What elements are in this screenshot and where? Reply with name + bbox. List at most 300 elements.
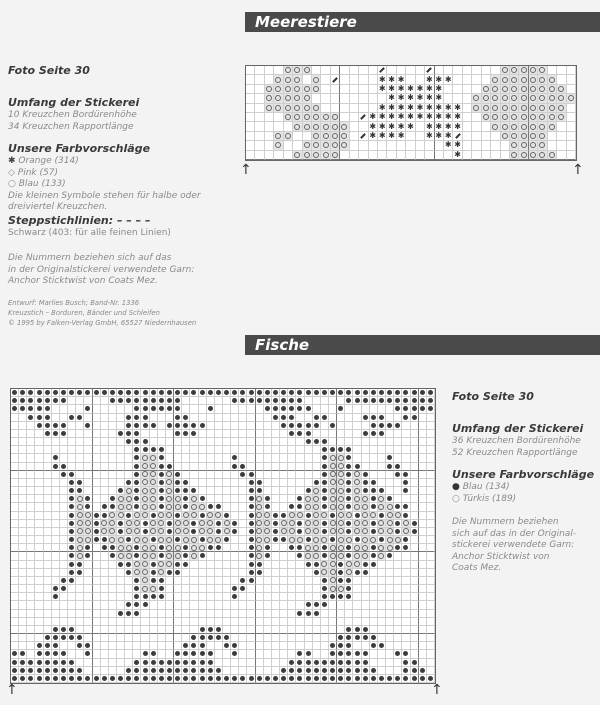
circle-icon (330, 479, 336, 485)
stitch-cell (411, 389, 419, 397)
stitch-cell (190, 414, 198, 422)
filled-dot-icon (338, 570, 343, 575)
stitch-cell (362, 601, 370, 609)
filled-dot-icon (53, 651, 58, 656)
filled-dot-icon (143, 439, 148, 444)
circle-icon (521, 86, 527, 92)
star-icon: ✱ (435, 121, 443, 131)
stitch-cell (394, 659, 402, 667)
stitch-cell (174, 593, 182, 601)
circle-icon (166, 471, 172, 477)
filled-dot-icon (297, 660, 302, 665)
stitch-cell (501, 94, 510, 103)
stitch-cell (247, 495, 255, 503)
stitch-cell (272, 601, 280, 609)
stitch-cell (93, 512, 101, 520)
filled-dot-icon (240, 586, 245, 591)
circle-icon (313, 512, 319, 518)
stitch-cell (223, 650, 231, 658)
stitch-cell (101, 634, 109, 642)
stitch-cell (402, 495, 410, 503)
filled-dot-icon (232, 464, 237, 469)
circle-icon (332, 133, 338, 139)
stitch-cell (394, 618, 402, 626)
stitch-cell (406, 113, 415, 122)
stitch-cell (337, 520, 345, 528)
filled-dot-icon (387, 553, 392, 558)
stitch-cell (264, 405, 272, 413)
filled-dot-icon (175, 513, 180, 518)
stitch-cell (239, 405, 247, 413)
stitch-cell (52, 642, 60, 650)
stitch-cell (133, 495, 141, 503)
stitch-cell (529, 85, 538, 94)
filled-dot-icon (330, 594, 335, 599)
filled-dot-icon (346, 521, 351, 526)
stitch-cell (84, 471, 92, 479)
filled-dot-icon (306, 676, 311, 681)
filled-dot-icon (314, 602, 319, 607)
stitch-cell (256, 610, 264, 618)
circle-icon (502, 67, 508, 73)
stitch-cell (247, 520, 255, 528)
stitch-cell (109, 626, 117, 634)
stitch-cell (280, 414, 288, 422)
stitch-cell (329, 422, 337, 430)
filled-dot-icon (273, 398, 278, 403)
stitch-cell (378, 132, 387, 141)
circle-icon (150, 463, 156, 469)
stitch-cell (109, 520, 117, 528)
stitch-cell (101, 389, 109, 397)
stitch-cell (150, 675, 158, 683)
filled-dot-icon (77, 415, 82, 420)
filled-dot-icon (403, 472, 408, 477)
section-title: Meerestiere (255, 13, 357, 31)
stitch-cell (255, 141, 264, 150)
star-icon: ✱ (435, 74, 443, 84)
stitch-cell (272, 487, 280, 495)
stitch-cell (60, 618, 68, 626)
stitch-cell (35, 471, 43, 479)
stitch-cell (394, 397, 402, 405)
stitch-cell (472, 85, 481, 94)
stitch-cell (394, 520, 402, 528)
stitch-cell (353, 422, 361, 430)
stitch-cell (378, 561, 386, 569)
filled-dot-icon (94, 521, 99, 526)
stitch-cell (419, 585, 427, 593)
stitch-cell (321, 75, 330, 84)
stitch-cell (101, 544, 109, 552)
stitch-cell (247, 422, 255, 430)
circle-icon (118, 512, 124, 518)
stitch-cell (419, 446, 427, 454)
circle-icon (183, 537, 189, 543)
stitch-cell (44, 667, 52, 675)
stitch-cell (369, 141, 378, 150)
stitch-cell (11, 487, 19, 495)
circle-icon (387, 512, 393, 518)
stitch-cell (264, 495, 272, 503)
stitch-cell (190, 634, 198, 642)
circle-icon (502, 86, 508, 92)
circle-icon (321, 512, 327, 518)
filled-dot-icon (77, 570, 82, 575)
filled-dot-icon (167, 521, 172, 526)
filled-dot-icon (183, 496, 188, 501)
stitch-cell (11, 659, 19, 667)
filled-dot-icon (37, 676, 42, 681)
filled-dot-icon (69, 513, 74, 518)
stitch-cell (19, 626, 27, 634)
stitch-cell (166, 503, 174, 511)
stitch-cell (411, 397, 419, 405)
stitch-cell (174, 544, 182, 552)
stitch-cell (419, 626, 427, 634)
filled-dot-icon (61, 668, 66, 673)
stitch-cell (427, 642, 435, 650)
stitch-cell (362, 471, 370, 479)
filled-dot-icon (69, 635, 74, 640)
stitch-cell (117, 577, 125, 585)
stitch-cell (312, 85, 321, 94)
stitch-cell (11, 626, 19, 634)
stitch-cell (35, 479, 43, 487)
stitch-cell (239, 577, 247, 585)
stitch-cell (141, 471, 149, 479)
filled-dot-icon (322, 472, 327, 477)
circle-icon (158, 520, 164, 526)
filled-dot-icon (371, 521, 376, 526)
stitch-cell (158, 675, 166, 683)
stitch-cell (35, 446, 43, 454)
circle-icon (502, 95, 508, 101)
stitch-cell (337, 495, 345, 503)
stitch-cell (125, 585, 133, 593)
filled-dot-icon (53, 627, 58, 632)
filled-dot-icon (363, 472, 368, 477)
stitch-cell (68, 667, 76, 675)
stitch-cell (44, 552, 52, 560)
stitch-cell (207, 675, 215, 683)
circle-icon (330, 577, 336, 583)
stitch-cell (117, 626, 125, 634)
filled-dot-icon (118, 521, 123, 526)
stitch-cell (345, 479, 353, 487)
stitch-cell (101, 512, 109, 520)
filled-dot-icon (265, 553, 270, 558)
star-icon: ✱ (378, 102, 386, 112)
filled-dot-icon (53, 586, 58, 591)
star-icon: ✱ (378, 74, 386, 84)
filled-dot-icon (134, 594, 139, 599)
stitch-cell (93, 438, 101, 446)
stitch-cell (557, 85, 566, 94)
circle-icon (354, 520, 360, 526)
circle-icon (341, 133, 347, 139)
stitch-cell (370, 463, 378, 471)
stitch-cell (166, 446, 174, 454)
stitch-cell (35, 495, 43, 503)
filled-dot-icon (37, 660, 42, 665)
stitch-cell (11, 536, 19, 544)
stitch-cell (125, 634, 133, 642)
stitch-cell (52, 454, 60, 462)
stitch-cell (280, 577, 288, 585)
stitch-cell (264, 454, 272, 462)
stitch-cell (329, 610, 337, 618)
stitch-cell (280, 593, 288, 601)
stitch-cell (182, 405, 190, 413)
stitch-cell (340, 151, 349, 160)
stitch-cell (369, 132, 378, 141)
stitch-cell (313, 610, 321, 618)
stitch-cell (207, 667, 215, 675)
stitch-cell (60, 601, 68, 609)
stitch-cell (293, 122, 302, 131)
stitch-cell (52, 414, 60, 422)
stitch-cell (117, 520, 125, 528)
stitch-cell (296, 422, 304, 430)
stitch-cell (340, 122, 349, 131)
stitch-cell (370, 577, 378, 585)
filled-dot-icon (265, 398, 270, 403)
circle-icon (539, 67, 545, 73)
stitch-cell (256, 397, 264, 405)
stitch-cell (397, 141, 406, 150)
stitch-cell (109, 585, 117, 593)
stitch-cell (207, 405, 215, 413)
stitch-cell (419, 634, 427, 642)
stitch-cell (231, 463, 239, 471)
filled-dot-icon (249, 529, 254, 534)
stitch-cell (340, 85, 349, 94)
stitch-cell (435, 141, 444, 150)
circle-icon (313, 504, 319, 510)
stitch-cell (35, 397, 43, 405)
stitch-cell (402, 618, 410, 626)
stitch-cell (345, 471, 353, 479)
filled-dot-icon (175, 431, 180, 436)
stitch-cell (223, 642, 231, 650)
stitch-cell (419, 520, 427, 528)
circle-icon (530, 133, 536, 139)
stitch-cell (27, 503, 35, 511)
stitch-cell (378, 667, 386, 675)
stitch-cell (538, 132, 547, 141)
stitch-cell (207, 634, 215, 642)
filled-dot-icon (322, 660, 327, 665)
stitch-cell (296, 561, 304, 569)
stitch-cell (35, 463, 43, 471)
stitch-cell (93, 667, 101, 675)
stitch-cell (150, 634, 158, 642)
stitch-cell (27, 650, 35, 658)
stitch-cell (419, 544, 427, 552)
filled-dot-icon (208, 545, 213, 550)
stitch-cell (109, 601, 117, 609)
stitch-cell (329, 667, 337, 675)
filled-dot-icon (126, 431, 131, 436)
section-banner-meerestiere (245, 12, 600, 32)
stitch-cell (109, 495, 117, 503)
filled-dot-icon (216, 668, 221, 673)
filled-dot-icon (175, 406, 180, 411)
circle-icon (256, 496, 262, 502)
stitch-cell (133, 446, 141, 454)
stitch-cell (101, 479, 109, 487)
stitch-cell (370, 650, 378, 658)
stitch-cell (272, 495, 280, 503)
stitch-cell (247, 569, 255, 577)
stitch-cell (35, 585, 43, 593)
stitch-cell (288, 642, 296, 650)
stitch-cell (52, 610, 60, 618)
stitch-cell (362, 503, 370, 511)
stitch-cell (265, 122, 274, 131)
stitch-cell (419, 503, 427, 511)
symbol-hint: Die kleinen Symbole stehen für halbe oder dreiviertel Kreuzchen. (8, 190, 201, 212)
circle-icon (330, 545, 336, 551)
circle-icon (521, 77, 527, 83)
stitch-cell (182, 585, 190, 593)
stitch-cell (411, 503, 419, 511)
circle-icon (313, 528, 319, 534)
stitch-cell (353, 618, 361, 626)
stitch-cell (329, 471, 337, 479)
circle-icon (387, 520, 393, 526)
stitch-cell (27, 446, 35, 454)
stitch-cell (247, 479, 255, 487)
stitch-cell (19, 650, 27, 658)
stitch-cell (76, 512, 84, 520)
stitch-cell (288, 397, 296, 405)
filled-dot-icon (126, 439, 131, 444)
stitch-cell (256, 618, 264, 626)
stitch-cell (239, 446, 247, 454)
circle-icon (511, 114, 517, 120)
stitch-cell (350, 113, 359, 122)
filled-dot-icon (69, 668, 74, 673)
stitch-cell (264, 438, 272, 446)
stitch-cell (166, 626, 174, 634)
filled-dot-icon (12, 406, 17, 411)
stitch-cell (133, 618, 141, 626)
stitch-cell (11, 569, 19, 577)
circle-icon (289, 528, 295, 534)
stitch-cell (93, 577, 101, 585)
stitch-cell (19, 528, 27, 536)
stitch-cell (313, 569, 321, 577)
stitch-cell (44, 479, 52, 487)
filled-dot-icon (61, 423, 66, 428)
filled-dot-icon (151, 570, 156, 575)
stitch-cell (158, 577, 166, 585)
stitch-cell (231, 503, 239, 511)
stitch-cell (362, 430, 370, 438)
star-icon: ✱ (407, 102, 414, 112)
circle-icon (85, 537, 91, 543)
stitch-cell (223, 569, 231, 577)
stitch-cell (519, 85, 528, 94)
filled-dot-icon (143, 447, 148, 452)
stitch-cell (386, 397, 394, 405)
stitch-cell (166, 610, 174, 618)
filled-dot-icon (403, 676, 408, 681)
stitch-cell (557, 104, 566, 113)
circle-icon (530, 67, 536, 73)
filled-dot-icon (232, 643, 237, 648)
filled-dot-icon (69, 660, 74, 665)
stitch-cell (337, 503, 345, 511)
star-icon: ✱ (416, 93, 424, 103)
circle-icon (354, 496, 360, 502)
stitch-cell (35, 561, 43, 569)
stitch-cell (199, 503, 207, 511)
stitch-cell (68, 544, 76, 552)
stitch-cell (141, 536, 149, 544)
stitch-cell (362, 512, 370, 520)
circle-icon (313, 545, 319, 551)
stitch-cell (402, 454, 410, 462)
filled-dot-icon (200, 668, 205, 673)
stitch-cell (296, 667, 304, 675)
filled-dot-icon (208, 406, 213, 411)
stitch-cell (303, 104, 312, 113)
filled-dot-icon (191, 521, 196, 526)
stitch-cell (345, 585, 353, 593)
filled-dot-icon (224, 537, 229, 542)
filled-dot-icon (306, 651, 311, 656)
stitch-cell (378, 151, 387, 160)
stitch-cell (296, 626, 304, 634)
circle-icon (289, 512, 295, 518)
stitch-cell (84, 561, 92, 569)
stitch-cell (27, 626, 35, 634)
circle-icon (362, 553, 368, 559)
filled-dot-icon (69, 545, 74, 550)
filled-dot-icon (151, 651, 156, 656)
stitch-cell (247, 389, 255, 397)
stitch-cell (158, 487, 166, 495)
stitch-cell (427, 389, 435, 397)
stitch-cell (378, 544, 386, 552)
stitch-cell (296, 503, 304, 511)
filled-dot-icon (12, 390, 17, 395)
stitch-cell (482, 151, 491, 160)
circle-icon (109, 537, 115, 543)
stitch-cell (419, 454, 427, 462)
star-icon: ✱ (369, 112, 377, 122)
stitch-cell (370, 593, 378, 601)
circle-icon (502, 124, 508, 130)
filled-dot-icon (297, 496, 302, 501)
filled-dot-icon (134, 602, 139, 607)
stitch-cell (101, 650, 109, 658)
filled-dot-icon (85, 504, 90, 509)
stitch-cell (101, 626, 109, 634)
filled-dot-icon (265, 406, 270, 411)
stitch-cell (519, 132, 528, 141)
filled-dot-icon (94, 390, 99, 395)
stitch-cell (231, 438, 239, 446)
stitch-cell (76, 585, 84, 593)
stitch-cell (44, 536, 52, 544)
stitch-cell (386, 503, 394, 511)
stitch-cell (182, 569, 190, 577)
circle-icon (502, 77, 508, 83)
